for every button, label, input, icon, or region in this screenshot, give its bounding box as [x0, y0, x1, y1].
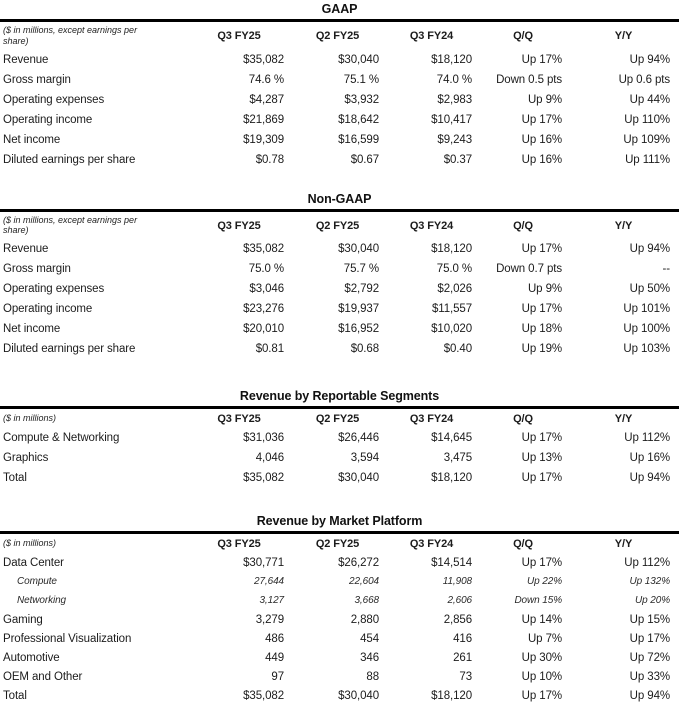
row-label: Professional Visualization	[3, 632, 132, 645]
value-cell: Up 94%	[629, 472, 670, 485]
value-cell: $18,120	[431, 472, 472, 485]
value-cell: $30,040	[338, 53, 379, 66]
column-header-q3-fy24: Q3 FY24	[409, 30, 454, 43]
value-cell: Up 112%	[624, 432, 670, 445]
table-row	[0, 90, 679, 110]
value-cell: $16,952	[338, 323, 379, 336]
value-cell: 88	[366, 670, 379, 683]
value-cell: Up 33%	[629, 670, 670, 683]
table-row	[0, 572, 679, 591]
table-row	[0, 70, 679, 90]
value-cell: $0.67	[350, 153, 379, 166]
value-cell: 75.0 %	[436, 263, 472, 276]
table-section-reportable-segments	[0, 389, 679, 488]
value-cell: $26,272	[338, 556, 379, 569]
value-cell: $4,287	[249, 93, 284, 106]
value-cell: Up 101%	[623, 303, 670, 316]
value-cell: Up 14%	[521, 613, 562, 626]
value-cell: Up 17%	[629, 632, 670, 645]
table-row	[0, 339, 679, 359]
value-cell: $19,309	[243, 133, 284, 146]
column-header-q3-fy25: Q3 FY25	[217, 30, 261, 43]
value-cell: $10,417	[431, 113, 472, 126]
table-row	[0, 448, 679, 468]
units-note: ($ in millions, except earnings per share)	[3, 214, 138, 236]
column-header-q-q: Q/Q	[513, 413, 533, 426]
table-row	[0, 686, 679, 705]
value-cell: Up 0.6 pts	[618, 73, 670, 86]
row-label: Operating income	[3, 113, 93, 126]
value-cell: $18,120	[431, 53, 472, 66]
column-header-q3-fy24: Q3 FY24	[409, 219, 454, 232]
value-cell: Up 17%	[521, 556, 562, 569]
header-row	[0, 212, 679, 240]
table-row	[0, 130, 679, 150]
value-cell: $16,599	[338, 133, 379, 146]
table-row	[0, 648, 679, 667]
table-row	[0, 629, 679, 648]
value-cell: 74.6 %	[248, 73, 284, 86]
value-cell: Up 103%	[623, 343, 670, 356]
value-cell: Up 100%	[623, 323, 670, 336]
row-label: Compute	[17, 576, 57, 588]
value-cell: $18,642	[338, 113, 379, 126]
value-cell: $0.37	[443, 153, 472, 166]
table-row	[0, 259, 679, 279]
row-label: Diluted earnings per share	[3, 153, 136, 166]
column-header-q-q: Q/Q	[513, 538, 533, 551]
value-cell: $2,026	[437, 283, 472, 296]
value-cell: 74.0 %	[436, 73, 472, 86]
value-cell: Up 10%	[521, 670, 562, 683]
value-cell: Up 109%	[623, 133, 670, 146]
value-cell: $0.81	[255, 343, 284, 356]
value-cell: Up 17%	[521, 689, 562, 702]
value-cell: Up 110%	[624, 113, 670, 126]
row-label: Gaming	[3, 613, 43, 626]
value-cell: $30,040	[338, 472, 379, 485]
table-row	[0, 50, 679, 70]
row-label: Total	[3, 689, 27, 702]
column-header-y-y: Y/Y	[614, 30, 633, 43]
value-cell: 3,594	[350, 452, 379, 465]
value-cell: 3,279	[255, 613, 284, 626]
row-label: Gross margin	[3, 263, 71, 276]
value-cell: $0.68	[350, 343, 379, 356]
value-cell: --	[662, 263, 670, 276]
value-cell: Up 16%	[521, 133, 562, 146]
value-cell: Up 16%	[521, 153, 562, 166]
value-cell: 22,604	[349, 576, 379, 588]
value-cell: Up 132%	[629, 576, 670, 588]
value-cell: Up 19%	[521, 343, 562, 356]
table-row	[0, 591, 679, 610]
value-cell: 416	[453, 632, 472, 645]
header-row	[0, 534, 679, 553]
column-header-q2-fy25: Q2 FY25	[315, 538, 360, 551]
value-cell: $35,082	[243, 472, 284, 485]
value-cell: 346	[360, 651, 379, 664]
value-cell: $18,120	[431, 689, 472, 702]
value-cell: Up 9%	[527, 93, 562, 106]
row-label: Automotive	[3, 651, 60, 664]
value-cell: Down 15%	[514, 595, 562, 607]
value-cell: Up 44%	[629, 93, 670, 106]
value-cell: Up 13%	[521, 452, 562, 465]
column-header-y-y: Y/Y	[614, 413, 633, 426]
value-cell: Down 0.5 pts	[496, 73, 562, 86]
column-header-q3-fy24: Q3 FY24	[409, 413, 454, 426]
row-label: Diluted earnings per share	[3, 343, 136, 356]
value-cell: Up 18%	[521, 323, 562, 336]
value-cell: 75.1 %	[343, 73, 379, 86]
table-row	[0, 319, 679, 339]
units-note: ($ in millions)	[3, 538, 57, 549]
value-cell: 2,856	[443, 613, 472, 626]
row-label: Gross margin	[3, 73, 71, 86]
value-cell: $23,276	[243, 303, 284, 316]
value-cell: Up 16%	[629, 452, 670, 465]
value-cell: 3,475	[443, 452, 472, 465]
column-header-q2-fy25: Q2 FY25	[315, 30, 360, 43]
row-label: Operating expenses	[3, 93, 105, 106]
value-cell: Up 72%	[629, 651, 670, 664]
value-cell: $30,040	[338, 689, 379, 702]
row-label: Networking	[17, 595, 67, 607]
value-cell: 261	[453, 651, 472, 664]
value-cell: Up 30%	[521, 651, 562, 664]
value-cell: 73	[459, 670, 472, 683]
table-section-market-platform	[0, 514, 679, 705]
value-cell: $10,020	[431, 323, 472, 336]
table-row	[0, 468, 679, 488]
value-cell: 486	[265, 632, 284, 645]
table-gaap	[0, 22, 679, 170]
value-cell: Up 17%	[521, 243, 562, 256]
column-header-q3-fy24: Q3 FY24	[409, 538, 454, 551]
value-cell: Up 15%	[629, 613, 670, 626]
row-label: Net income	[3, 323, 61, 336]
value-cell: 2,606	[447, 595, 472, 607]
value-cell: $19,937	[338, 303, 379, 316]
value-cell: 75.0 %	[248, 263, 284, 276]
financial-tables	[0, 2, 679, 705]
column-header-q3-fy25: Q3 FY25	[217, 219, 261, 232]
value-cell: $14,514	[431, 556, 472, 569]
value-cell: Up 22%	[527, 576, 562, 588]
value-cell: Up 20%	[635, 595, 670, 607]
value-cell: Up 50%	[629, 283, 670, 296]
row-label: Total	[3, 472, 27, 485]
row-label: Revenue	[3, 243, 49, 256]
header-row	[0, 22, 679, 50]
table-row	[0, 667, 679, 686]
row-label: Graphics	[3, 452, 49, 465]
value-cell: $9,243	[437, 133, 472, 146]
table-title-reportable-segments: Revenue by Reportable Segments	[0, 389, 679, 409]
row-label: Revenue	[3, 53, 49, 66]
table-reportable-segments	[0, 409, 679, 488]
column-header-q3-fy25: Q3 FY25	[217, 413, 261, 426]
row-label: OEM and Other	[3, 670, 83, 683]
row-label: Net income	[3, 133, 61, 146]
value-cell: $30,771	[243, 556, 284, 569]
value-cell: $0.78	[255, 153, 284, 166]
table-section-gaap	[0, 2, 679, 170]
value-cell: Up 94%	[629, 689, 670, 702]
value-cell: $35,082	[243, 243, 284, 256]
table-row	[0, 150, 679, 170]
value-cell: Up 94%	[629, 243, 670, 256]
value-cell: Up 94%	[629, 53, 670, 66]
value-cell: 3,127	[259, 595, 284, 607]
table-section-non-gaap	[0, 192, 679, 360]
value-cell: $3,932	[344, 93, 379, 106]
table-row	[0, 610, 679, 629]
column-header-q-q: Q/Q	[513, 30, 533, 43]
value-cell: 97	[271, 670, 284, 683]
value-cell: Down 0.7 pts	[496, 263, 562, 276]
value-cell: Up 111%	[625, 153, 670, 166]
value-cell: $35,082	[243, 689, 284, 702]
value-cell: Up 17%	[521, 432, 562, 445]
value-cell: $30,040	[338, 243, 379, 256]
value-cell: $31,036	[243, 432, 284, 445]
table-title-non-gaap: Non-GAAP	[0, 192, 679, 212]
value-cell: 449	[265, 651, 284, 664]
value-cell: $18,120	[431, 243, 472, 256]
value-cell: Up 17%	[521, 303, 562, 316]
value-cell: $11,557	[431, 303, 472, 316]
row-label: Data Center	[3, 556, 64, 569]
row-label: Compute & Networking	[3, 432, 120, 445]
column-header-y-y: Y/Y	[614, 219, 633, 232]
value-cell: Up 17%	[521, 53, 562, 66]
value-cell: Up 17%	[521, 113, 562, 126]
value-cell: $35,082	[243, 53, 284, 66]
value-cell: $2,983	[437, 93, 472, 106]
table-row	[0, 428, 679, 448]
value-cell: Up 112%	[624, 556, 670, 569]
column-header-y-y: Y/Y	[614, 538, 633, 551]
value-cell: 3,668	[354, 595, 379, 607]
header-row	[0, 409, 679, 428]
value-cell: $26,446	[338, 432, 379, 445]
value-cell: $20,010	[243, 323, 284, 336]
value-cell: 454	[360, 632, 379, 645]
column-header-q2-fy25: Q2 FY25	[315, 413, 360, 426]
value-cell: $3,046	[249, 283, 284, 296]
column-header-q-q: Q/Q	[513, 219, 533, 232]
column-header-q2-fy25: Q2 FY25	[315, 219, 360, 232]
value-cell: $2,792	[344, 283, 379, 296]
value-cell: Up 9%	[527, 283, 562, 296]
row-label: Operating income	[3, 303, 93, 316]
table-row	[0, 239, 679, 259]
value-cell: $14,645	[431, 432, 472, 445]
table-non-gaap	[0, 212, 679, 360]
value-cell: 11,908	[442, 576, 472, 588]
table-row	[0, 553, 679, 572]
value-cell: $0.40	[443, 343, 472, 356]
table-row	[0, 299, 679, 319]
column-header-q3-fy25: Q3 FY25	[217, 538, 261, 551]
value-cell: Up 7%	[527, 632, 562, 645]
table-market-platform	[0, 534, 679, 705]
value-cell: $21,869	[243, 113, 284, 126]
units-note: ($ in millions, except earnings per share)	[3, 25, 138, 46]
value-cell: 2,880	[350, 613, 379, 626]
units-note: ($ in millions)	[3, 413, 57, 424]
table-title-gaap: GAAP	[0, 2, 679, 22]
table-title-market-platform: Revenue by Market Platform	[0, 514, 679, 534]
value-cell: 75.7 %	[343, 263, 379, 276]
row-label: Operating expenses	[3, 283, 105, 296]
value-cell: Up 17%	[521, 472, 562, 485]
table-row	[0, 279, 679, 299]
value-cell: 27,644	[254, 576, 284, 588]
value-cell: 4,046	[255, 452, 284, 465]
table-row	[0, 110, 679, 130]
